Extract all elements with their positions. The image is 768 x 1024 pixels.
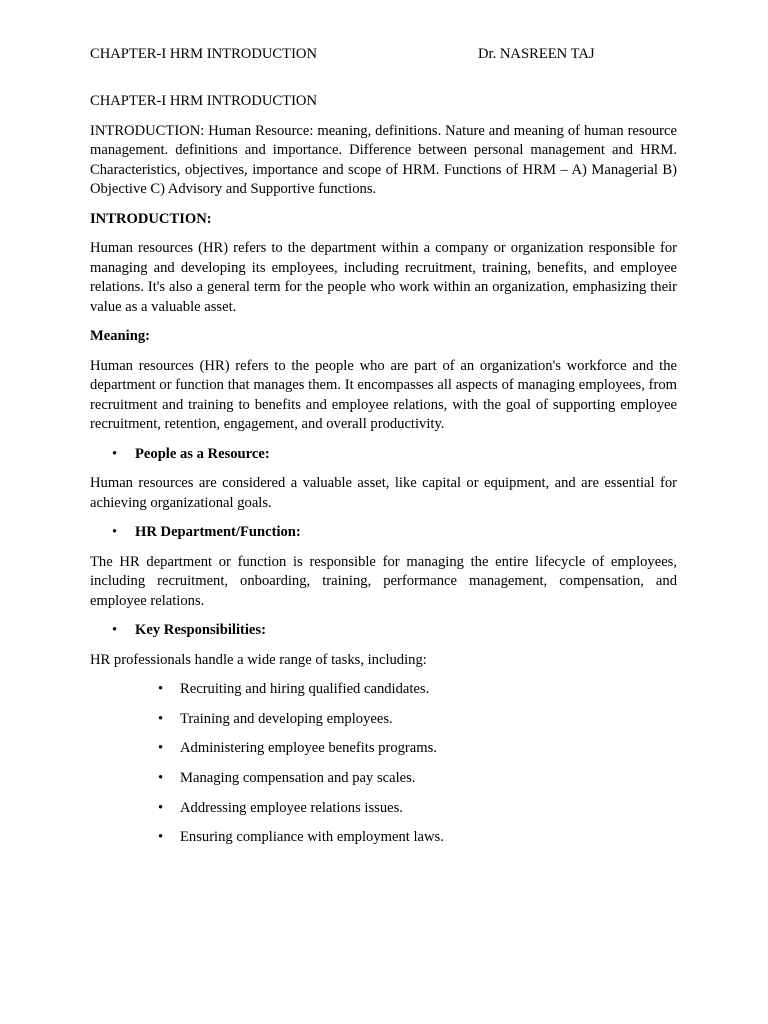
chapter-title: CHAPTER-I HRM INTRODUCTION — [90, 93, 318, 109]
list-item — [90, 828, 677, 848]
list-item — [90, 799, 677, 819]
document-body — [90, 92, 677, 858]
list-item-text: Managing compensation and pay scales. — [180, 770, 416, 787]
bullet-icon: • — [158, 740, 164, 757]
list-item — [90, 680, 677, 700]
bullet-icon: • — [112, 622, 118, 638]
bullet-icon: • — [158, 710, 164, 727]
meaning-heading: Meaning: — [90, 328, 150, 344]
running-header — [90, 46, 678, 66]
list-item-text: Ensuring compliance with employment laws. — [180, 829, 444, 846]
bullet-icon: • — [158, 799, 164, 816]
key-responsibilities-heading-label: Key Responsibilities: — [135, 622, 266, 638]
hr-department-text: The HR department or function is responsible for managing the entire lifecycle of employees, including recruitment, onboarding, training, performance management, compensation, and employee relations. — [90, 553, 677, 609]
header-chapter-title: CHAPTER-I HRM INTRODUCTION — [90, 46, 318, 62]
introduction-text: Human resources (HR) refers to the department within a company or organization responsible for managing and developing its employees, including recruitment, training, benefits, and employee relations. It's also a general term for the people who work within an organization, emphasizing their value as a valuable asset. — [90, 240, 677, 315]
bullet-icon: • — [112, 524, 118, 540]
people-resource-heading-label: People as a Resource: — [135, 445, 270, 462]
header-author: Dr. NASREEN TAJ — [478, 46, 595, 62]
list-item-text: Training and developing employees. — [180, 710, 393, 727]
list-item — [90, 769, 677, 789]
hr-department-heading-label: HR Department/Function: — [135, 524, 301, 540]
bullet-icon: • — [158, 829, 164, 846]
list-item — [90, 739, 677, 759]
bullet-icon: • — [158, 770, 164, 787]
hr-department-heading — [90, 523, 677, 543]
list-item-text: Addressing employee relations issues. — [180, 799, 403, 816]
people-resource-heading — [90, 445, 677, 465]
list-item-text: Administering employee benefits programs. — [180, 740, 437, 757]
people-resource-text: Human resources are considered a valuable asset, like capital or equipment, and are essential for achieving organizational goals. — [90, 475, 677, 511]
key-responsibilities-intro: HR professionals handle a wide range of tasks, including: — [90, 651, 427, 668]
list-item — [90, 710, 677, 730]
list-item-text: Recruiting and hiring qualified candidates. — [180, 681, 430, 697]
key-responsibilities-heading — [90, 621, 677, 641]
bullet-icon: • — [112, 445, 118, 462]
introduction-heading: INTRODUCTION: — [90, 210, 212, 227]
responsibilities-list — [90, 680, 677, 848]
bullet-icon: • — [158, 681, 164, 697]
meaning-text: Human resources (HR) refers to the people who are part of an organization's workforce and the department or function that manages them. It encompasses all aspects of managing employees, from recruitment and training to benefits and employee relations, with the goal of supporting employee recruitment, retention, engagement, and overall productivity. — [90, 357, 677, 432]
intro-summary: INTRODUCTION: Human Resource: meaning, definitions. Nature and meaning of human resource management. definitions and importance. Difference between personal management and HRM. Characteristics, objectives, importance and scope of HRM. Functions of HRM – A) Managerial B) Objective C) Advisory and Supportive functions. — [90, 122, 677, 197]
